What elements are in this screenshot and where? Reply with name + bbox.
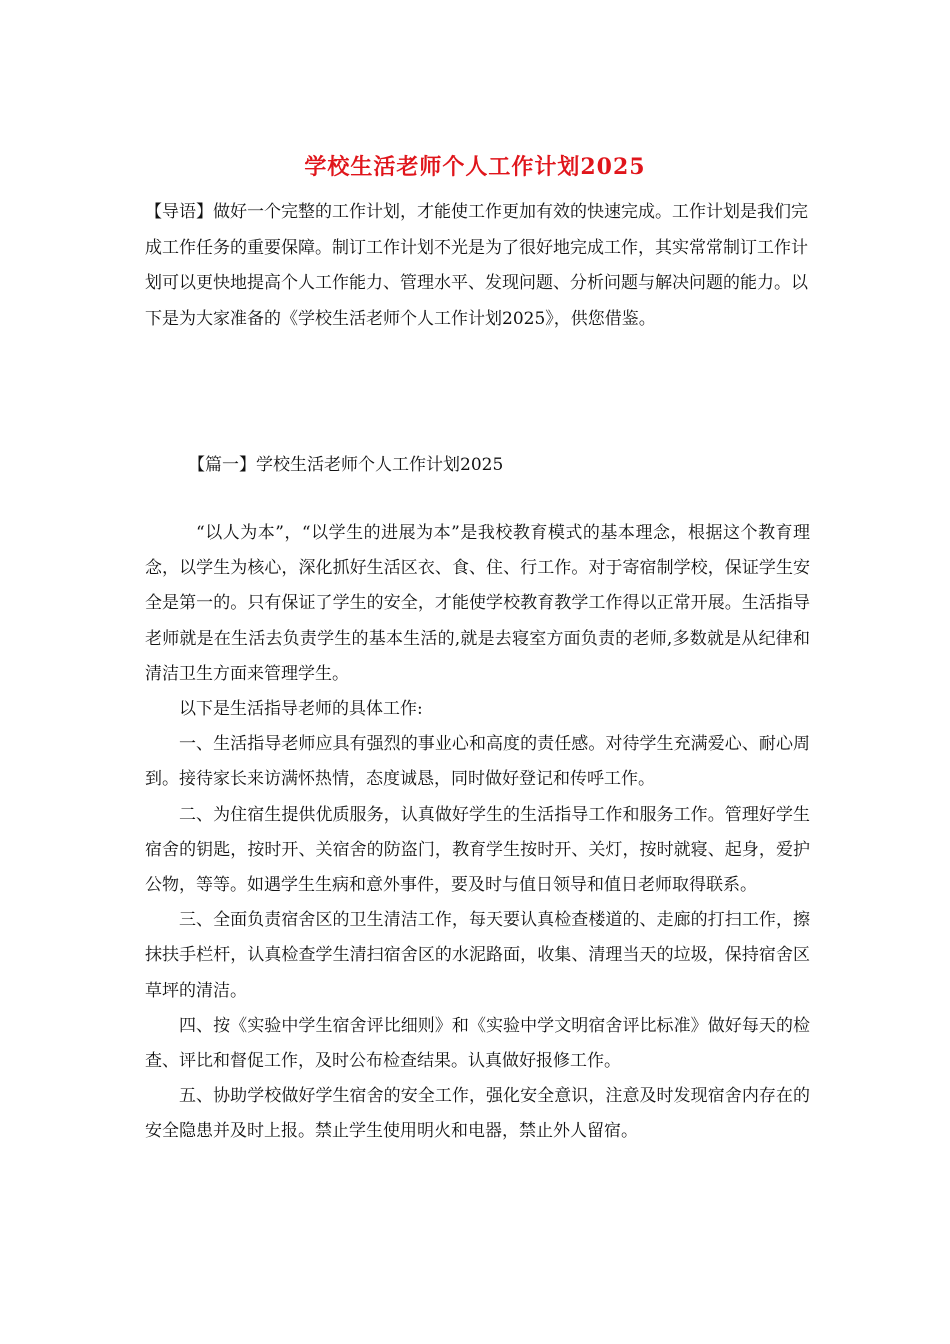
body-paragraph: 二、为住宿生提供优质服务，认真做好学生的生活指导工作和服务工作。管理好学生宿舍的钥匙，按时开、关宿舍的防盗门，教育学生按时开、关灯，按时就寝、起身，爱护公物，等等。如遇学生生病和意外事件，要及时与值日领导和值日老师取得联系。 bbox=[145, 804, 810, 896]
body-paragraph: 三、全面负责宿舍区的卫生清洁工作，每天要认真检查楼道的、走廊的打扫工作，擦抹扶手栏杆，认真检查学生清扫宿舍区的水泥路面，收集、清理当天的垃圾，保持宿舍区草坪的清洁。 bbox=[145, 910, 810, 1001]
body-paragraph: 四、按《实验中学生宿舍评比细则》和《实验中学文明宿舍评比标准》做好每天的检查、评比和督促工作，及时公布检查结果。认真做好报修工作。 bbox=[145, 1015, 810, 1072]
body-paragraph: 一、生活指导老师应具有强烈的事业心和高度的责任感。对待学生充满爱心、耐心周到。接待家长来访满怀热情，态度诚恳，同时做好登记和传呼工作。 bbox=[145, 734, 810, 790]
body-paragraph: 以下是生活指导老师的具体工作: bbox=[179, 699, 423, 720]
section-title: 【篇一】学校生活老师个人工作计划2025 bbox=[188, 455, 504, 475]
body-paragraph: 五、协助学校做好学生宿舍的安全工作，强化安全意识，注意及时发现宿舍内存在的安全隐患并及时上报。禁止学生使用明火和电器，禁止外人留宿。 bbox=[145, 1086, 810, 1142]
intro-paragraph: 【导语】做好一个完整的工作计划，才能使工作更加有效的快速完成。工作计划是我们完成工作任务的重要保障。制订工作计划不光是为了很好地完成工作，其实常常制订工作计划可以更快地提高个人工作能力、管理水平、发现问题、分析问题与解决问题的能力。以下是为大家准备的《学校生活老师个人工作计划2025》，供您借鉴。 bbox=[145, 202, 808, 329]
document-title: 学校生活老师个人工作计划2025 bbox=[304, 154, 646, 180]
section-body bbox=[145, 516, 810, 1150]
body-paragraph: “以人为本”，“以学生的进展为本”是我校教育模式的基本理念，根据这个教育理念，以学生为核心，深化抓好生活区衣、食、住、行工作。对于寄宿制学校，保证学生安全是第一的。只有保证了学生的安全，才能使学校教育教学工作得以正常开展。生活指导老师就是在生活去负责学生的基本生活的,就是去寝室方面负责的老师,多数就是从纪律和清洁卫生方面来管理学生。 bbox=[145, 523, 810, 684]
